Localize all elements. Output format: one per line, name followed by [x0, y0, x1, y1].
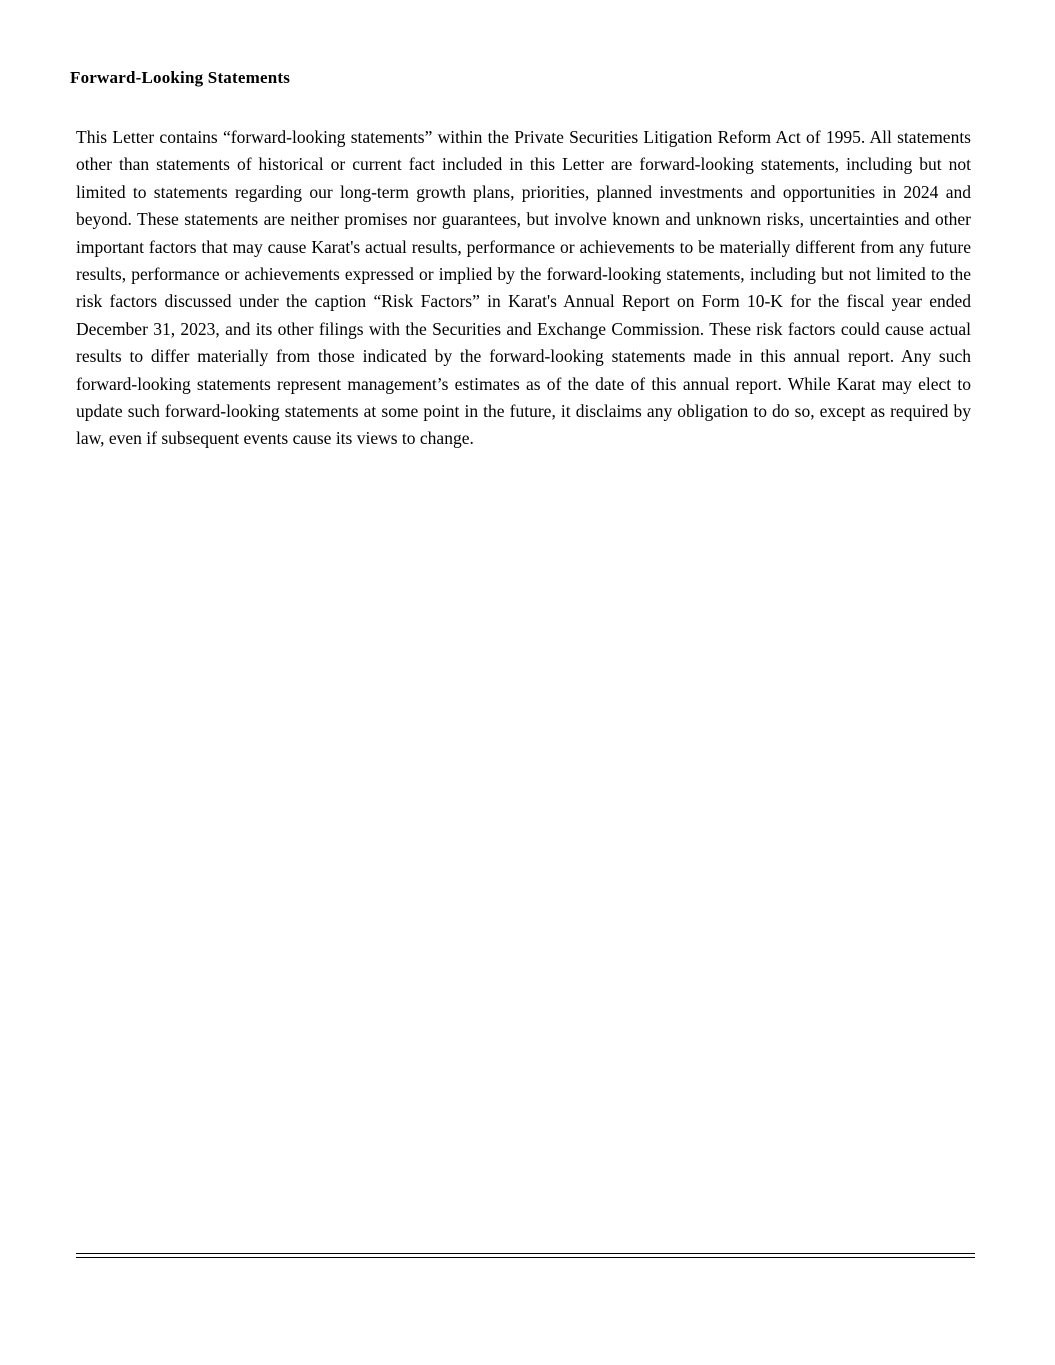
bottom-double-rule [76, 1253, 975, 1258]
document-content [0, 0, 1055, 453]
page-title: Forward-Looking Statements [70, 68, 291, 87]
body-paragraph: This Letter contains “forward-looking statements” within the Private Securities Litigation Reform Act of 1995. All statements other than statements of historical or current fact included in this Letter are forward-looking statements, including but not limited to statements regarding our long-term growth plans, priorities, planned investments and opportunities in 2024 and beyond. These statements are neither promises nor guarantees, but involve known and unknown risks, uncertainties and other important factors that may cause Karat's actual results, performance or achievements to be materially different from any future results, performance or achievements expressed or implied by the forward-looking statements, including but not limited to the risk factors discussed under the caption “Risk Factors” in Karat's Annual Report on Form 10-K for the fiscal year ended December 31, 2023, and its other filings with the Securities and Exchange Commission. These risk factors could cause actual results to differ materially from those indicated by the forward-looking statements made in this annual report. Any such forward-looking statements represent management’s estimates as of the date of this annual report. While Karat may elect to update such forward-looking statements at some point in the future, it disclaims any obligation to do so, except as required by law, even if subsequent events cause its views to change. [76, 127, 971, 449]
